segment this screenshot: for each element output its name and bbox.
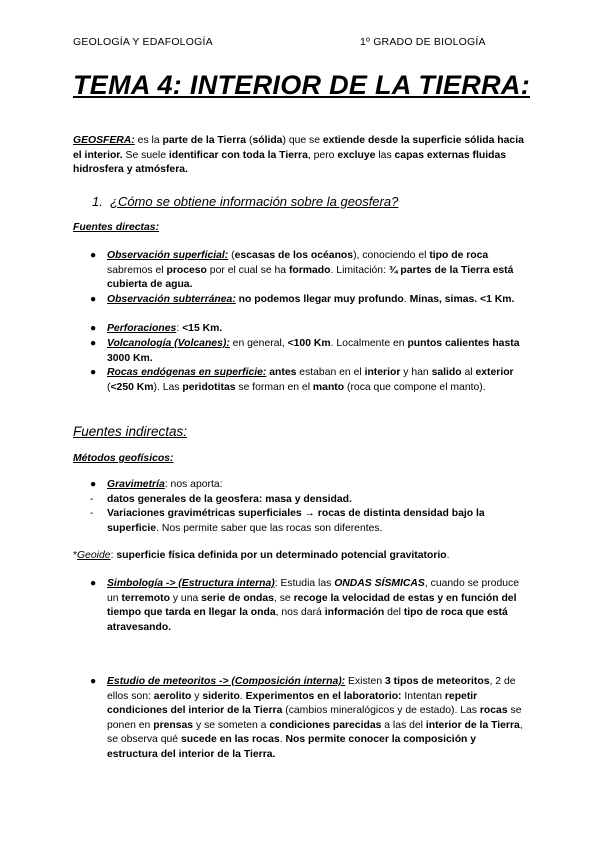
list-item bbox=[107, 675, 525, 762]
text: peridotitas bbox=[182, 381, 236, 393]
text: datos generales de la geosfera: masa y densidad. bbox=[107, 494, 352, 505]
text: <100 Km bbox=[287, 338, 331, 349]
text: sólida bbox=[252, 135, 283, 146]
direct-heading: Fuentes directas: bbox=[73, 222, 160, 233]
text: , cuando se produce un bbox=[107, 578, 520, 604]
text: interior bbox=[364, 367, 401, 378]
text: excluye bbox=[337, 149, 376, 161]
intro-term: GEOSFERA: bbox=[73, 135, 135, 146]
text: * bbox=[73, 550, 78, 561]
text: serie de ondas bbox=[201, 592, 274, 604]
bullet-icon: ● bbox=[90, 578, 97, 589]
text: capas externas fluidas hidrosfera y atmósfera. bbox=[73, 149, 506, 175]
text: del bbox=[384, 607, 404, 618]
list-item bbox=[107, 366, 525, 395]
text: prensas bbox=[153, 719, 194, 731]
text: : bbox=[110, 550, 117, 561]
text: ) que se bbox=[282, 135, 323, 146]
text: Estudio de meteoritos -> (Composición interna): bbox=[107, 676, 346, 687]
text: exterior bbox=[475, 367, 514, 378]
text: en general, bbox=[229, 338, 288, 349]
text: interior de la Tierra bbox=[425, 719, 520, 731]
text: ( bbox=[246, 135, 253, 146]
text: Se suele bbox=[122, 149, 169, 161]
text: . Nos permite saber que las rocas son diferentes. bbox=[156, 522, 383, 534]
text: sabremos el bbox=[107, 264, 167, 276]
text: superficie física definida por un determinado potencial gravitatorio bbox=[116, 550, 447, 561]
text: <15 Km. bbox=[182, 323, 223, 334]
methods-heading: Métodos geofísicos: bbox=[73, 453, 174, 464]
text: tipo de roca bbox=[429, 250, 489, 261]
list-item bbox=[107, 293, 525, 308]
text: al bbox=[461, 367, 476, 378]
list-item bbox=[107, 249, 525, 293]
text: manto bbox=[312, 381, 345, 393]
text: Experimentos en el laboratorio: bbox=[245, 690, 402, 702]
text: escasas de los océanos bbox=[234, 250, 354, 261]
bullet-icon: ● bbox=[90, 676, 97, 687]
text: Volcanología (Volcanes): bbox=[107, 338, 230, 349]
text: . Localmente en bbox=[330, 338, 408, 349]
text: . bbox=[446, 550, 450, 561]
text: Rocas endógenas en superficie: bbox=[107, 367, 267, 378]
text: las bbox=[375, 149, 395, 161]
text: , se observa qué bbox=[107, 719, 523, 745]
text: Observación superficial: bbox=[107, 250, 229, 261]
list-item bbox=[107, 478, 525, 493]
text: : Estudia las bbox=[274, 578, 335, 589]
text: , se bbox=[273, 592, 294, 604]
bullet-icon: ● bbox=[90, 479, 97, 490]
text: a las del bbox=[381, 719, 426, 731]
text: . bbox=[403, 294, 410, 305]
text: Nos permite conocer la composición y estructura del interior de la Tierra. bbox=[107, 734, 477, 760]
question-number: 1. bbox=[92, 194, 103, 209]
text: Gravimetría bbox=[107, 479, 165, 490]
text: Simbología -> (Estructura interna) bbox=[107, 578, 275, 589]
text: información bbox=[324, 607, 385, 618]
text: parte de la Tierra bbox=[162, 135, 247, 146]
text: <250 Km bbox=[110, 381, 154, 393]
text: repetir condiciones del interior de la Tierra bbox=[107, 690, 478, 716]
bullet-icon: ● bbox=[90, 250, 97, 261]
text: rocas bbox=[479, 705, 508, 716]
text: salido bbox=[431, 367, 462, 378]
text: extiende desde la superficie sólida hacia el interior. bbox=[73, 135, 524, 161]
list-item bbox=[107, 507, 525, 536]
text: formado bbox=[288, 264, 331, 276]
text: se forman en el bbox=[235, 381, 313, 393]
text: : nos aporta: bbox=[164, 479, 223, 490]
question-text: ¿Cómo se obtiene información sobre la geosfera? bbox=[110, 194, 399, 209]
text: tipo de roca que está atravesando. bbox=[107, 607, 508, 633]
dash-icon: - bbox=[90, 494, 94, 505]
text: y bbox=[191, 690, 203, 702]
bullet-icon: ● bbox=[90, 338, 97, 349]
text: antes bbox=[266, 367, 297, 378]
text: ), conociendo el bbox=[353, 250, 430, 261]
text: puntos calientes hasta 3000 Km. bbox=[107, 338, 520, 364]
text: ). Las bbox=[153, 381, 183, 393]
text: Existen bbox=[345, 676, 385, 687]
text: . bbox=[239, 690, 246, 702]
text: sucede en las rocas bbox=[180, 734, 280, 745]
text: condiciones parecidas bbox=[269, 719, 382, 731]
text: por el cual se ha bbox=[206, 264, 289, 276]
text: 3 tipos de meteoritos bbox=[385, 676, 490, 687]
text: , pero bbox=[307, 149, 338, 161]
text: (roca que compone el manto). bbox=[344, 381, 486, 393]
text: ONDAS SÍSMICAS bbox=[334, 578, 425, 589]
text: se ponen en bbox=[107, 705, 522, 731]
text: Intentan bbox=[401, 690, 445, 702]
text: : bbox=[176, 323, 183, 334]
text: ( bbox=[228, 250, 235, 261]
header-course: 1º GRADO DE BIOLOGÍA bbox=[360, 36, 486, 48]
text: es la bbox=[134, 135, 163, 146]
list-item bbox=[107, 337, 525, 366]
text: siderito bbox=[202, 690, 240, 702]
text: . bbox=[279, 734, 286, 745]
bullet-icon: ● bbox=[90, 294, 97, 305]
geoide-note bbox=[73, 549, 543, 564]
list-item bbox=[107, 493, 525, 508]
intro-paragraph bbox=[73, 134, 533, 178]
text: y se someten a bbox=[193, 719, 270, 731]
text: , nos dará bbox=[275, 607, 325, 618]
bullet-icon: ● bbox=[90, 367, 97, 378]
text: estaban en el bbox=[296, 367, 365, 378]
text: y han bbox=[400, 367, 432, 378]
text: Variaciones gravimétricas superficiales → rocas de distinta densidad bajo la superficie bbox=[107, 508, 485, 534]
text: terremoto bbox=[121, 592, 170, 604]
list-item bbox=[107, 322, 525, 337]
list-item bbox=[107, 577, 525, 635]
text: identificar con toda la Tierra bbox=[168, 149, 308, 161]
dash-icon: - bbox=[90, 508, 94, 519]
text: . Limitación: bbox=[330, 264, 389, 276]
bullet-icon: ● bbox=[90, 323, 97, 334]
header-subject: GEOLOGÍA Y EDAFOLOGÍA bbox=[73, 36, 213, 48]
text: no podemos llegar muy profundo bbox=[235, 294, 404, 305]
section-question bbox=[92, 194, 398, 209]
text: Geoide bbox=[77, 550, 111, 561]
text: proceso bbox=[166, 264, 207, 276]
text: Perforaciones bbox=[107, 323, 177, 334]
text: Observación subterránea: bbox=[107, 294, 236, 305]
text: aerolito bbox=[153, 690, 192, 702]
text: recoge la velocidad de estas y en función del tiempo que tarda en llegar la onda bbox=[107, 592, 517, 618]
text: ¾ partes de la Tierra está cubierta de agua. bbox=[107, 264, 514, 290]
text: y una bbox=[169, 592, 202, 604]
text: ( bbox=[107, 381, 111, 393]
indirect-heading: Fuentes indirectas: bbox=[73, 424, 188, 439]
text: , 2 de ellos son: bbox=[107, 676, 516, 702]
text: (cambios mineralógicos y de estado). Las bbox=[282, 705, 480, 716]
page-title: TEMA 4: INTERIOR DE LA TIERRA: bbox=[73, 70, 530, 100]
text: Minas, simas. <1 Km. bbox=[409, 294, 515, 305]
